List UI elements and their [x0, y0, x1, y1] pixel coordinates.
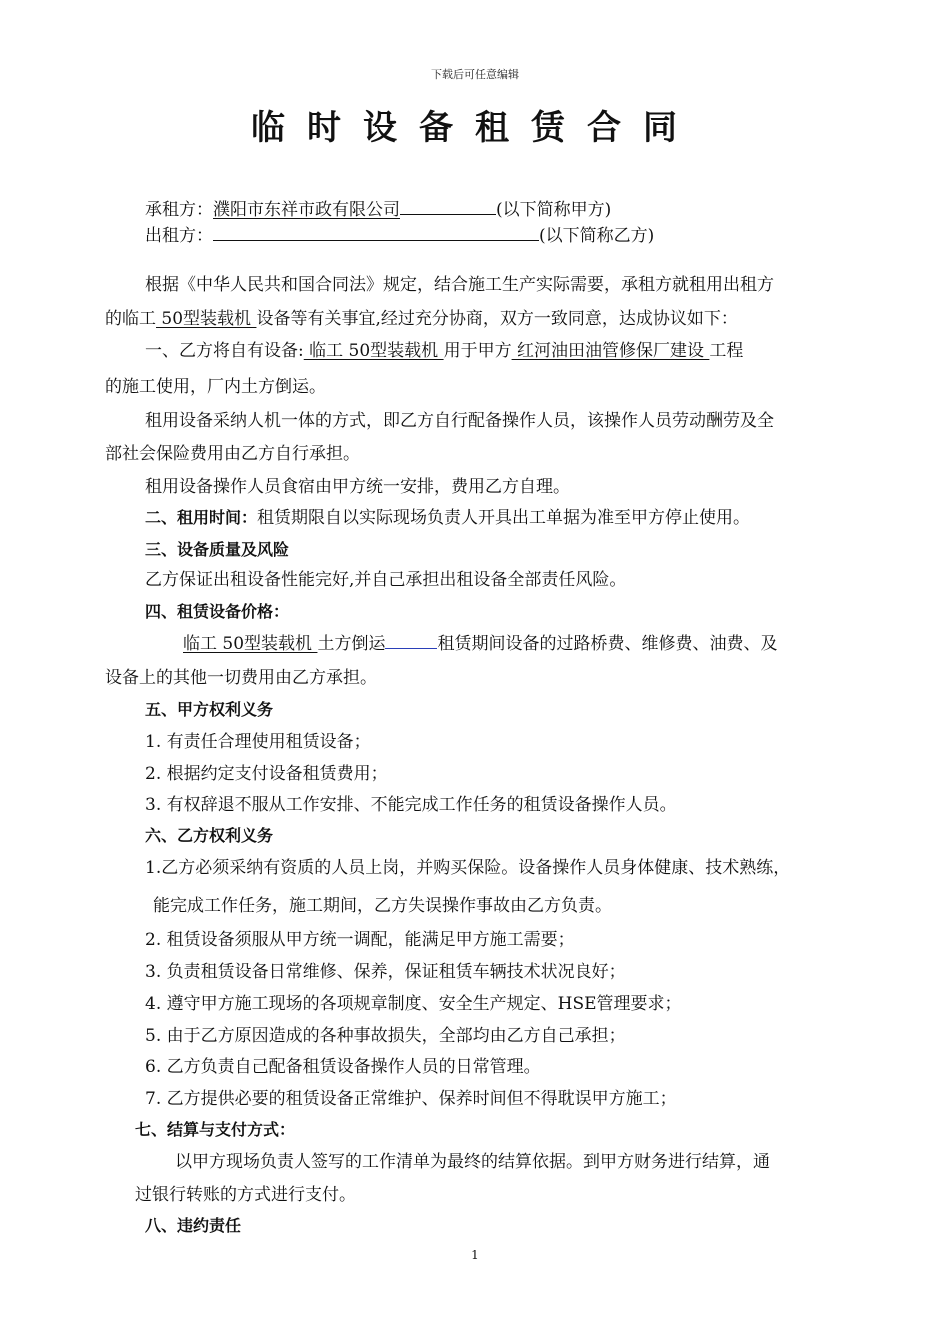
s6-item-2: 2. 租赁设备须服从甲方统一调配，能满足甲方施工需要；	[145, 930, 575, 950]
s3-text: 乙方保证出租设备性能完好,并自己承担出租设备全部责任风险。	[145, 570, 627, 590]
s6-item-6: 6. 乙方负责自己配备租赁设备操作人员的日常管理。	[145, 1057, 541, 1077]
s1-equipment: 临工 50型装载机	[303, 341, 444, 361]
s6-item-4: 4. 遵守甲方施工现场的各项规章制度、安全生产规定、HSE管理要求；	[145, 994, 682, 1014]
s1-p3: 租用设备操作人员食宿由甲方统一安排，费用乙方自理。	[145, 477, 570, 497]
intro-equipment: 50型装载机	[156, 309, 257, 329]
lessee-label: 承租方：	[145, 200, 213, 220]
lessor-label: 出租方：	[145, 226, 213, 246]
s3-heading: 三、设备质量及风险	[145, 540, 290, 559]
s2-heading: 二、租用时间：	[145, 508, 258, 527]
s6-item-7: 7. 乙方提供必要的租赁设备正常维护、保养时间但不得耽误甲方施工；	[145, 1089, 677, 1109]
contract-title: 临时设备租赁合同	[251, 108, 699, 148]
s5-item-2: 2. 根据约定支付设备租赁费用；	[145, 764, 388, 784]
s4-line-1	[183, 632, 777, 656]
s7-line-1: 以甲方现场负责人签写的工作清单为最终的结算依据。到甲方财务进行结算，通	[175, 1152, 770, 1172]
s5-item-1: 1. 有责任合理使用租赁设备；	[145, 732, 371, 752]
s6-item-1-line-1: 1.乙方必须采纳有资质的人员上岗，并购买保险。设备操作人员身体健康、技术熟练，	[145, 858, 791, 878]
s1-line-2: 的施工使用，厂内土方倒运。	[105, 377, 326, 397]
lessee-blank	[400, 198, 496, 215]
lessee-line	[145, 198, 611, 222]
s4-price-blank	[385, 632, 437, 649]
s1-suffix: 工程	[709, 341, 744, 361]
s6-item-3: 3. 负责租赁设备日常维修、保养，保证租赁车辆技术状况良好；	[145, 962, 626, 982]
intro-suffix: 设备等有关事宜,经过充分协商，双方一致同意，达成协议如下：	[256, 309, 738, 329]
lessee-name: 濮阳市东祥市政有限公司	[213, 200, 400, 220]
s6-item-1-line-2: 能完成工作任务，施工期间，乙方失误操作事故由乙方负责。	[153, 896, 612, 916]
s7-line-2: 过银行转账的方式进行支付。	[135, 1185, 356, 1205]
s5-item-3: 3. 有权辞退不服从工作安排、不能完成工作任务的租赁设备操作人员。	[145, 795, 677, 815]
s2-line	[145, 506, 750, 530]
s6-heading: 六、乙方权利义务	[145, 826, 274, 845]
s1-prefix: 一、乙方将自有设备:	[145, 341, 304, 361]
intro-line-2	[105, 307, 738, 331]
s1-line-1	[145, 339, 743, 363]
s7-heading: 七、结算与支付方式：	[135, 1120, 296, 1139]
s1-p2-line-2: 部社会保险费用由乙方自行承担。	[105, 444, 360, 464]
s1-project: 红河油田油管修保厂建设	[511, 341, 710, 361]
s4-line-2: 设备上的其他一切费用由乙方承担。	[105, 668, 377, 688]
s4-heading: 四、租赁设备价格：	[145, 602, 290, 621]
s1-mid: 用于甲方	[443, 341, 512, 361]
lessor-name-blank	[213, 224, 539, 241]
page-number: 1	[471, 1248, 479, 1262]
lessor-line	[145, 224, 654, 248]
s4-line1-suffix: 租赁期间设备的过路桥费、维修费、油费、及	[437, 634, 778, 654]
s4-work: 土方倒运	[317, 634, 386, 654]
s2-text: 租赁期限自以实际现场负责人开具出工单据为准至甲方停止使用。	[257, 508, 751, 528]
s5-heading: 五、甲方权利义务	[145, 700, 274, 719]
s8-heading: 八、违约责任	[145, 1216, 242, 1235]
header-note: 下载后可任意编辑	[431, 68, 519, 81]
s6-item-5: 5. 由于乙方原因造成的各种事故损失，全部均由乙方自己承担；	[145, 1026, 626, 1046]
lessor-abbr: (以下简称乙方)	[539, 226, 655, 246]
intro-line-1: 根据《中华人民共和国合同法》规定，结合施工生产实际需要，承租方就租用出租方	[145, 275, 774, 295]
lessee-abbr: (以下简称甲方)	[496, 200, 612, 220]
s1-p2-line-1: 租用设备采纳人机一体的方式，即乙方自行配备操作人员，该操作人员劳动酬劳及全	[145, 411, 774, 431]
intro-prefix: 的临工	[105, 309, 156, 329]
s4-equipment: 临工 50型装载机	[183, 634, 318, 654]
